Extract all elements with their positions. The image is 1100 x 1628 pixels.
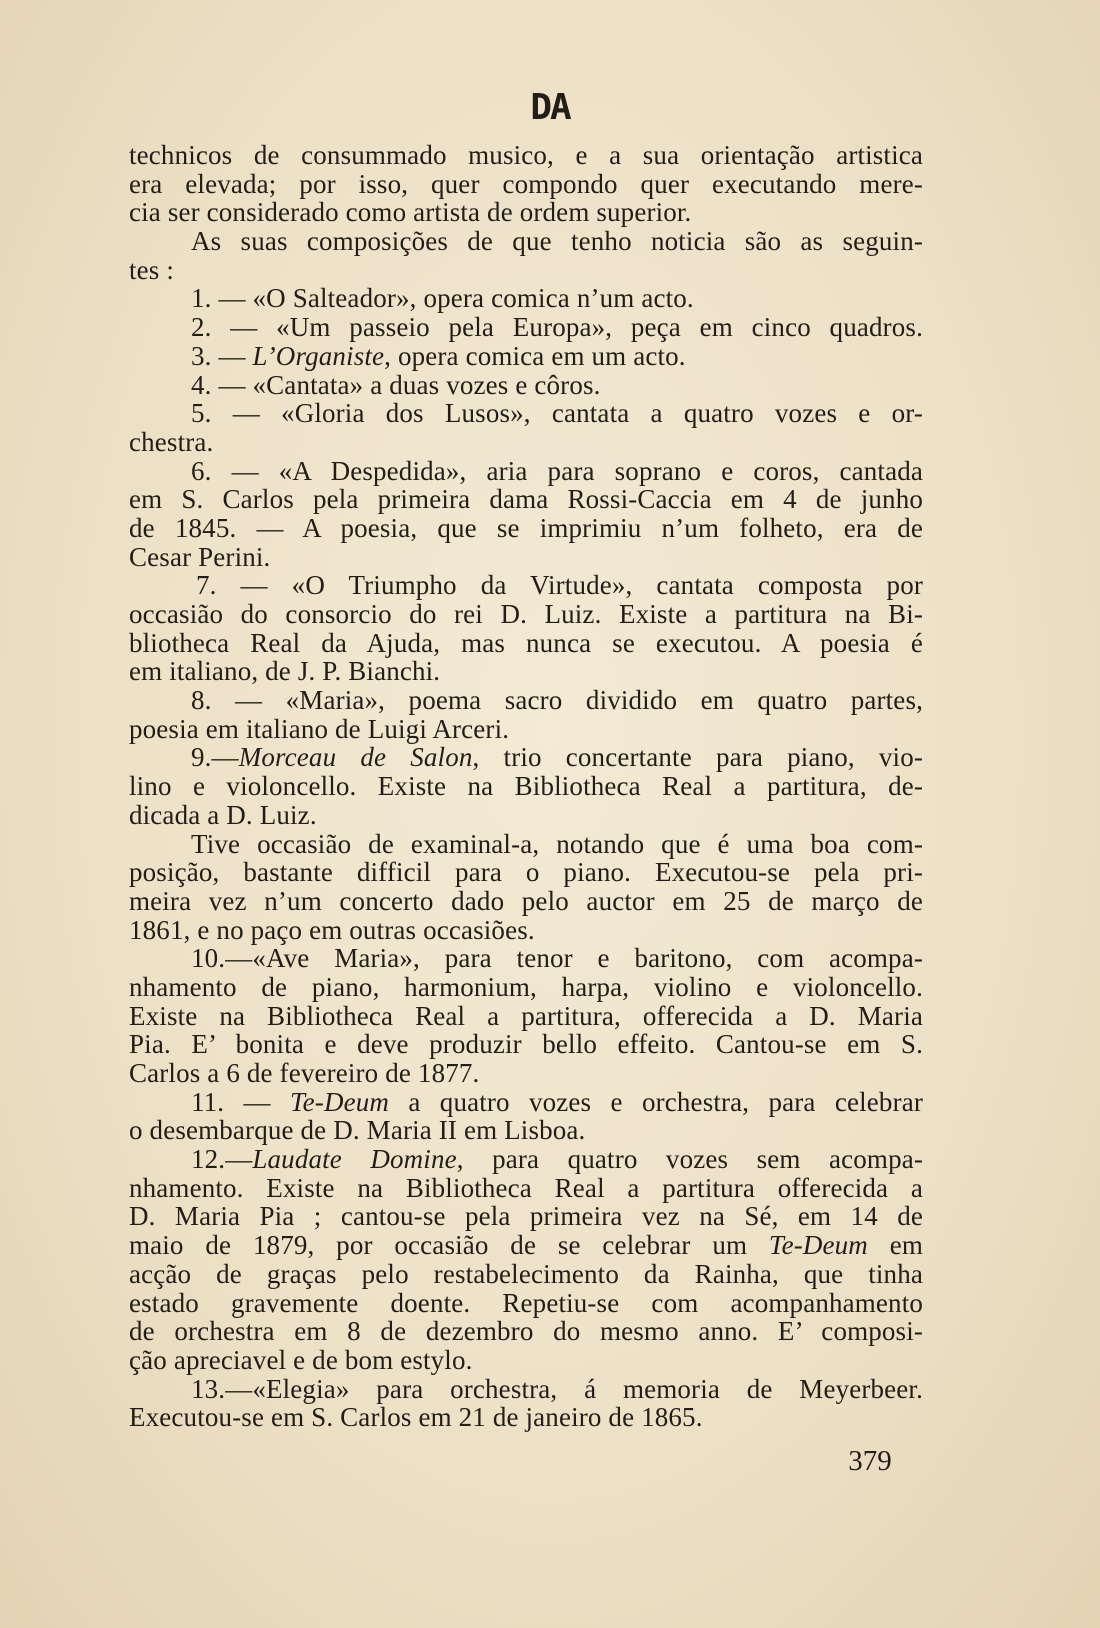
text-line: de orchestra em 8 de dezembro do mesmo anno. E’ composi-: [129, 1316, 923, 1347]
text-run: a quatro vozes e orchestra, para celebrar: [389, 1086, 923, 1117]
text-line: meira vez n’um concerto dado pelo auctor em 25 de março de: [129, 885, 923, 916]
text-run: , trio concertante para piano, vio-: [472, 742, 923, 773]
text-line: em italiano, de J. P. Bianchi.: [129, 656, 441, 687]
text-line: acção de graças pelo restabelecimento da Rainha, que tinha: [129, 1258, 923, 1289]
text-run: maio de 1879, por occasião de se celebrar um: [129, 1230, 769, 1261]
text-line: 8. — «Maria», poema sacro dividido em quatro partes,: [191, 685, 923, 716]
text-line: 7. — «O Triumpho da Virtude», cantata composta por: [196, 570, 923, 601]
text-line: [129, 342, 923, 371]
text-line: Cesar Perini.: [129, 541, 271, 572]
text-run: em: [867, 1230, 923, 1261]
text-run: 3. —: [191, 340, 253, 371]
text-line: Existe na Bibliotheca Real a partitura, offerecida a D. Maria: [129, 1000, 923, 1031]
text-run: , opera comica em um acto.: [384, 340, 686, 371]
text-run: 12.—: [191, 1144, 253, 1175]
text-line: Executou-se em S. Carlos em 21 de janeiro de 1865.: [129, 1402, 703, 1433]
text-line: era elevada; por isso, quer compondo quer executando mere-: [129, 168, 923, 199]
text-line: ção apreciavel e de bom estylo.: [129, 1344, 473, 1375]
text-line: Pia. E’ bonita e deve produzir bello effeito. Cantou-se em S.: [129, 1029, 923, 1060]
text-line: em S. Carlos pela primeira dama Rossi-Caccia em 4 de junho: [129, 484, 923, 515]
italic-title: Te-Deum: [289, 1086, 390, 1117]
text-line: bliotheca Real da Ajuda, mas nunca se executou. A poesia é: [129, 627, 923, 658]
text-line: 13.—«Elegia» para orchestra, á memoria de Meyerbeer.: [191, 1373, 923, 1404]
text-line: chestra.: [129, 426, 214, 457]
text-run: 9.—: [191, 742, 239, 773]
text-line: [129, 1145, 923, 1174]
text-line: Tive occasião de examinal-a, notando que é uma boa com-: [191, 828, 923, 859]
text-line: estado gravemente doente. Repetiu-se com acompanhamento: [129, 1287, 923, 1318]
text-run: , para quatro vozes sem acompa-: [456, 1144, 923, 1175]
text-line: Carlos a 6 de fevereiro de 1877.: [129, 1058, 480, 1088]
italic-title: Te-Deum: [768, 1230, 868, 1261]
text-line: 6. — «A Despedida», aria para soprano e coros, cantada: [191, 455, 923, 486]
text-line: 2. — «Um passeio pela Europa», peça em cinco quadros.: [191, 312, 923, 343]
text-line: o desembarque de D. Maria II em Lisboa.: [129, 1115, 586, 1146]
text-line: poesia em italiano de Luigi Arceri.: [129, 713, 510, 744]
text-line: 1. — «O Salteador», opera comica n’um acto.: [191, 283, 694, 314]
italic-title: Morceau de Salon: [238, 742, 473, 773]
text-line: nhamento de piano, harmonium, harpa, violino e violoncello.: [129, 971, 923, 1002]
text-line: D. Maria Pia ; cantou-se pela primeira vez na Sé, em 14 de: [129, 1201, 923, 1232]
text-line: 4. — «Cantata» a duas vozes e côros.: [191, 369, 601, 400]
text-line: lino e violoncello. Existe na Bibliotheca Real a partitura, de-: [129, 771, 923, 802]
text-line: de 1845. — A poesia, que se imprimiu n’um folheto, era de: [129, 512, 923, 543]
text-line: posição, bastante difficil para o piano. Executou-se pela pri-: [129, 857, 923, 888]
italic-title: L’Organiste: [252, 340, 385, 371]
text-line: [129, 1088, 923, 1117]
text-line: nhamento. Existe na Bibliotheca Real a partitura offerecida a: [129, 1172, 923, 1203]
italic-title: Laudate Domine: [252, 1144, 457, 1175]
text-line: [129, 1231, 923, 1260]
text-line: technicos de consummado musico, e a sua orientação artistica: [129, 140, 923, 170]
page-number: 379: [848, 1445, 892, 1477]
text-line: tes :: [129, 254, 174, 285]
text-line: dicada a D. Luiz.: [129, 799, 317, 830]
text-run: 11. —: [191, 1086, 290, 1117]
text-line: 10.—«Ave Maria», para tenor e baritono, com acompa-: [191, 943, 923, 974]
page-body-text: [129, 141, 923, 1432]
running-header: DA: [530, 87, 570, 128]
text-line: 1861, e no paço em outras occasiões.: [129, 914, 535, 945]
text-line: cia ser considerado como artista de ordem superior.: [129, 197, 692, 228]
text-line: occasião do consorcio do rei D. Luiz. Existe a partitura na Bi-: [129, 599, 923, 629]
text-line: As suas composições de que tenho noticia são as seguin-: [191, 226, 923, 257]
text-line: [129, 743, 923, 772]
text-line: 5. — «Gloria dos Lusos», cantata a quatro vozes e or-: [191, 398, 923, 429]
